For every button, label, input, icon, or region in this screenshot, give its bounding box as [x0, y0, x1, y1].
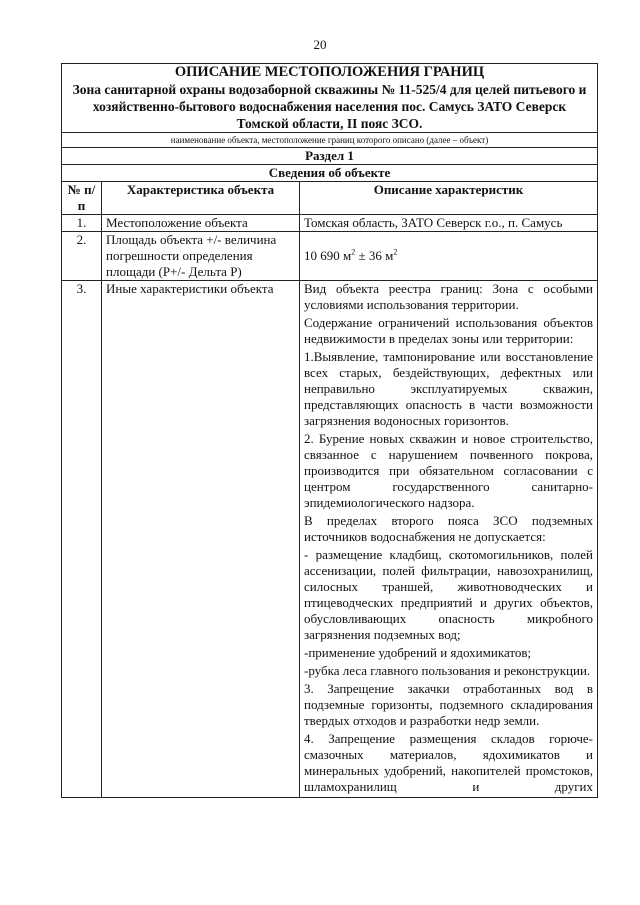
table-row — [62, 232, 598, 281]
page-number: 20 — [313, 37, 327, 52]
row-number: 2. — [62, 232, 102, 281]
description-paragraph: 3. Запрещение закачки отработанных вод в подземные горизонты, подземного складирования твердых отходов и разработки недр земли. — [304, 681, 594, 728]
area-tolerance: ± 36 м — [355, 248, 394, 263]
row-number: 3. — [62, 281, 102, 798]
section-subtitle: Сведения об объекте — [62, 165, 598, 182]
document-header — [62, 64, 598, 133]
row-characteristic: Иные характеристики объекта — [102, 281, 300, 798]
table-row — [62, 215, 598, 232]
description-paragraph: В пределах второго пояса ЗСО подземных источников водоснабжения не допускается: — [304, 513, 594, 544]
description-paragraph: 4. Запрещение размещения складов горюче-смазочных материалов, ядохимикатов и минеральных удобрений, накопителей промстоков, шламохранилищ и других — [304, 731, 594, 794]
description-paragraph: 1.Выявление, тампонирование или восстановление всех старых, бездействующих, дефектных или неправильно эксплуатируемых скважин, представляющих опасность в части возможности загрязнения водоносных горизонтов. — [304, 349, 594, 428]
row-description — [300, 232, 598, 281]
area-value: 10 690 м — [304, 248, 352, 263]
description-paragraph: 2. Бурение новых скважин и новое строительство, связанное с нарушением почвенного покрова, производится при обязательном согласовании с центром государственного санитарно-эпидемиологического надзора. — [304, 431, 594, 510]
document-title: ОПИСАНИЕ МЕСТОПОЛОЖЕНИЯ ГРАНИЦ — [174, 64, 485, 80]
section-title: Раздел 1 — [62, 148, 598, 165]
row-characteristic: Местоположение объекта — [102, 215, 300, 232]
boundary-description-table — [61, 63, 598, 798]
column-header-description: Описание характеристик — [300, 182, 598, 215]
row-description — [300, 281, 598, 798]
row-characteristic: Площадь объекта +/- величина погрешности определения площади (P+/- Дельта P) — [102, 232, 300, 281]
description-paragraph: Вид объекта реестра границ: Зона с особыми условиями использования территории. — [304, 281, 594, 312]
document-subtitle: Зона санитарной охраны водозаборной скважины № 11-525/4 для целей питьевого и хозяйственно-бытового водоснабжения населения пос. Самусь ЗАТО Северск Томской области, II пояс ЗСО. — [72, 82, 587, 131]
description-paragraph: Содержание ограничений использования объектов недвижимости в пределах зоны или территории: — [304, 315, 594, 346]
area-unit-exponent: 2 — [351, 247, 356, 257]
table-row — [62, 281, 598, 798]
tolerance-unit-exponent: 2 — [393, 247, 398, 257]
table-header-row — [62, 182, 598, 215]
column-header-number: № п/п — [62, 182, 102, 215]
row-number: 1. — [62, 215, 102, 232]
description-paragraph: -применение удобрений и ядохимикатов; — [304, 645, 532, 660]
row-description: Томская область, ЗАТО Северск г.о., п. Самусь — [300, 215, 598, 232]
description-paragraph: -рубка леса главного пользования и реконструкции. — [304, 663, 591, 678]
description-paragraph: - размещение кладбищ, скотомогильников, полей ассенизации, полей фильтрации, навозохранилищ, силосных траншей, животноводческих и птицеводческих предприятий и других объектов, обусловливающих опасность микробного загрязнения подземных вод; — [304, 547, 594, 642]
object-caption: наименование объекта, местоположение границ которого описано (далее – объект) — [62, 133, 598, 148]
column-header-characteristic: Характеристика объекта — [102, 182, 300, 215]
